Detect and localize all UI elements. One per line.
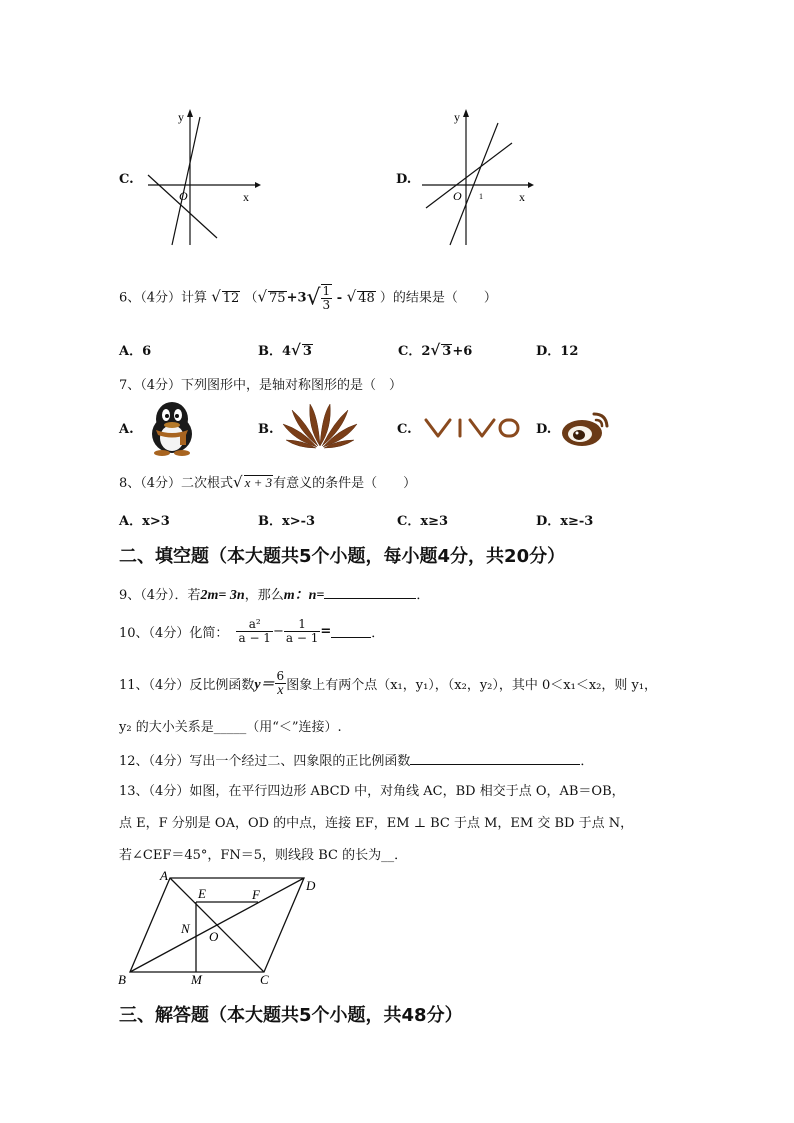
q10-operator: −	[272, 624, 284, 639]
q5-option-c-label: C.	[119, 172, 134, 187]
q11-mid: 图象上有两个点（x₁，y₁），（x₂，y₂），其中 0＜x₁＜x₂，则 y₁，	[286, 678, 658, 693]
q9-end: ．	[416, 588, 430, 603]
origin-label: O	[453, 189, 462, 203]
q8-tail: 有意义的条件是（ ）	[273, 476, 417, 491]
label-a: A	[160, 868, 168, 883]
q5-option-d-label: D.	[396, 172, 412, 187]
q9-stem: 9、（4分）．若	[119, 588, 201, 603]
label-m: M	[191, 972, 202, 987]
q6-option-c-tail: +6	[452, 344, 473, 359]
y-axis-label: y	[454, 110, 460, 124]
question-6: 6、（4分）计算 √ 12 （√ 75+3√ $\frac{1}{3}$ - √ 48 ）的结果是（ ）	[119, 284, 497, 312]
section-3-heading: 三、解答题（本大题共5个小题，共48分）	[119, 1005, 463, 1026]
question-10	[119, 618, 384, 645]
question-8: 8、（4分）二次根式√ x + 3有意义的条件是（ ）	[119, 473, 417, 491]
q11-denominator: x	[277, 683, 284, 698]
q11-numerator: 6	[276, 669, 285, 683]
q6-minus: -	[332, 290, 347, 306]
question-13-line1: 13、（4分）如图，在平行四边形 ABCD 中，对角线 AC，BD 相交于点 O，AB＝OB，	[119, 784, 625, 799]
q5-option-c-graph	[140, 105, 270, 255]
q6-option-a: A．6	[119, 344, 152, 359]
q10-equals: =	[320, 624, 332, 639]
label-b: B	[118, 972, 126, 987]
vivo-logo	[420, 412, 524, 444]
q6-option-c-text: C．2	[398, 344, 431, 359]
q5-option-d-graph	[418, 105, 548, 255]
q8-option-d: D．x≥-3	[536, 514, 594, 529]
question-11-line2: y₂ 的大小关系是_____（用“＜”连接）.	[119, 720, 342, 735]
q7-option-b-label: B.	[258, 422, 274, 437]
question-11	[119, 670, 657, 697]
x-axis-label: x	[243, 190, 249, 204]
q9-mid: ，那么	[244, 588, 284, 603]
origin-label: O	[179, 189, 188, 203]
huawei-logo	[280, 398, 360, 450]
tick-label: 1	[479, 192, 483, 201]
q7-option-a-label: A.	[119, 422, 134, 437]
x-axis-arrow	[255, 182, 261, 188]
q10-stem: 10、（4分）化简：	[119, 626, 229, 641]
section-2-heading: 二、填空题（本大题共5个小题，每小题4分，共20分）	[119, 546, 566, 567]
question-9	[119, 584, 429, 604]
q10-denominator-1: a − 1	[238, 631, 271, 645]
q6-radicand-3: 48	[358, 290, 375, 306]
line-1	[172, 117, 200, 245]
y-axis-label: y	[178, 110, 184, 124]
q6-radicand-1: 12	[222, 290, 240, 306]
q8-option-c: C．x≥3	[397, 514, 449, 529]
q10-numerator-2: 1	[284, 618, 320, 632]
q12-stem: 12、（4分）写出一个经过二、四象限的正比例函数	[119, 754, 411, 769]
q8-stem: 8、（4分）二次根式	[119, 476, 234, 491]
q11-y: y＝	[254, 677, 275, 693]
label-e: E	[198, 886, 206, 901]
q8-option-a: A．x>3	[119, 514, 170, 529]
q8-radicand: x + 3	[244, 475, 273, 490]
label-f: F	[252, 887, 260, 902]
q11-stem: 11、（4分）反比例函数	[119, 678, 255, 693]
y-axis-arrow	[463, 109, 469, 117]
q6-option-b-text: B．4	[258, 344, 292, 359]
q9-answer-blank[interactable]	[324, 586, 416, 599]
q6-radicand-2: 75	[269, 290, 286, 306]
label-n: N	[181, 921, 190, 936]
label-d: D	[306, 878, 316, 893]
question-13-line2: 点 E，F 分别是 OA，OD 的中点，连接 EF，EM ⊥ BC 于点 M，EM 交 BD 于点 N，	[119, 816, 634, 831]
y-axis-arrow	[187, 109, 193, 117]
x-axis-label: x	[519, 190, 525, 204]
q10-numerator-1: a²	[236, 618, 272, 632]
question-12	[119, 750, 593, 769]
q10-answer-blank[interactable]	[331, 625, 371, 638]
diagonal-bd	[130, 878, 304, 972]
q6-stem: 6、（4分）计算	[119, 290, 208, 306]
label-o: O	[209, 929, 219, 944]
q6-frac-num: 1	[322, 284, 331, 298]
q7-option-c-label: C.	[397, 422, 412, 437]
q6-option-d: D．12	[536, 344, 579, 359]
q6-tail: 的结果是（ ）	[392, 290, 497, 306]
q6-option-b-radicand: 3	[302, 344, 312, 359]
q7-option-d-label: D.	[536, 422, 552, 437]
qq-penguin-logo	[142, 398, 204, 456]
weibo-logo	[558, 404, 614, 448]
q12-answer-blank[interactable]	[410, 752, 580, 765]
q8-option-b: B．x>-3	[258, 514, 316, 529]
q6-option-b: B．4√ 3	[258, 341, 312, 359]
q10-end: ．	[371, 626, 385, 641]
x-axis-arrow	[528, 182, 534, 188]
q12-end: ．	[580, 754, 594, 769]
q6-coefficient: +3	[286, 290, 307, 306]
q9-expr2: m：n=	[283, 588, 325, 603]
q10-denominator-2: a − 1	[285, 631, 319, 645]
q6-frac-den: 3	[322, 298, 331, 312]
q6-option-c: C．2√ 3+6	[398, 341, 473, 359]
parallelogram-figure	[114, 866, 324, 990]
question-13-line3: 若∠CEF＝45°，FN＝5，则线段 BC 的长为__．	[119, 848, 408, 863]
q9-expr1: 2m= 3n	[200, 588, 245, 603]
question-7: 7、（4分）下列图形中，是轴对称图形的是（ ）	[119, 378, 403, 393]
label-c: C	[260, 972, 269, 987]
q6-option-c-radicand: 3	[442, 344, 452, 359]
